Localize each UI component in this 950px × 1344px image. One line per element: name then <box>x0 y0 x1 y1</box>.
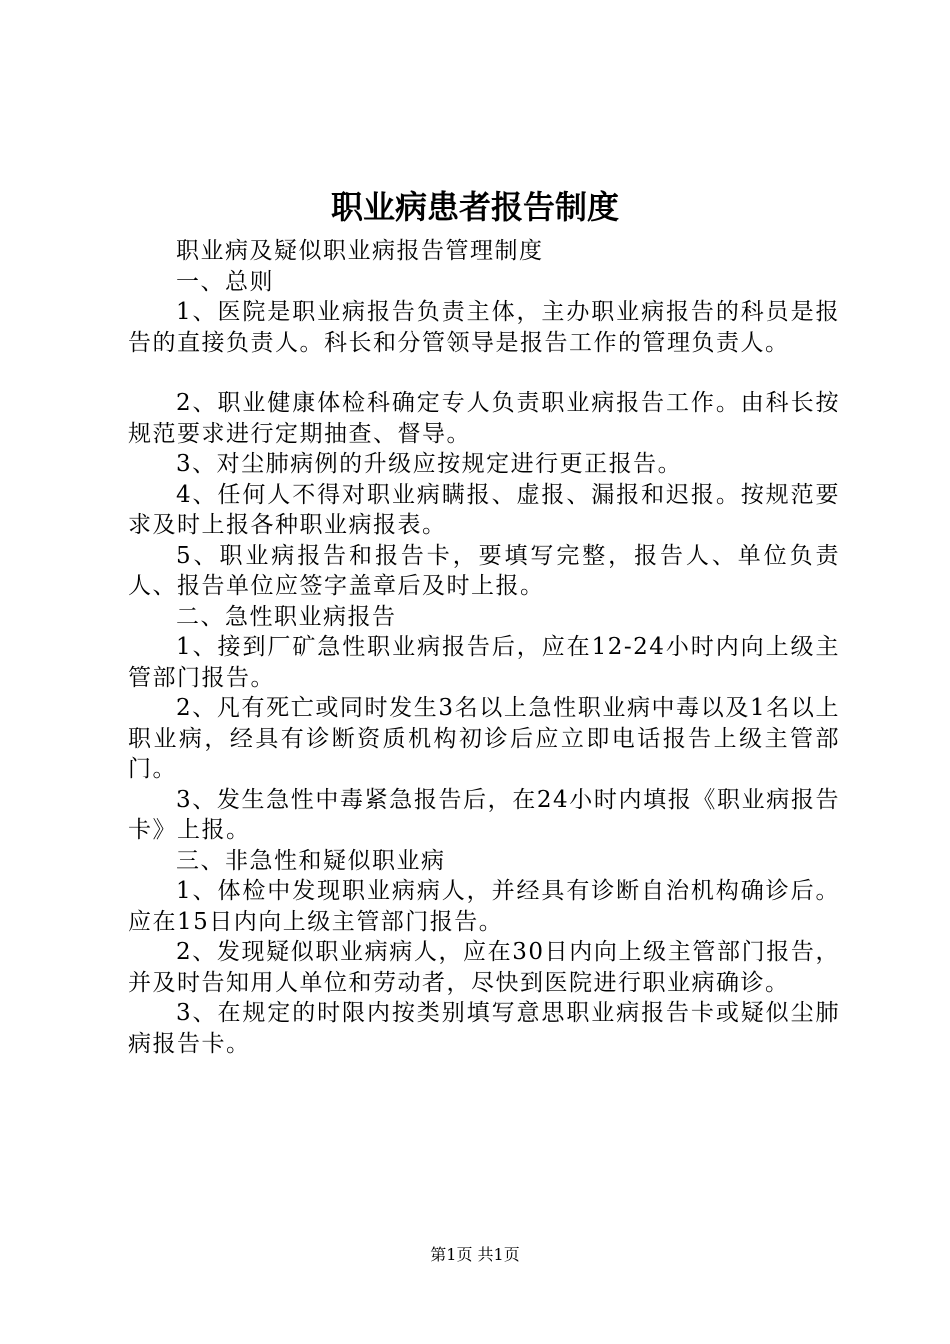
general-item-3: 3、对尘肺病例的升级应按规定进行更正报告。 <box>176 451 683 477</box>
acute-item-2: 2、凡有死亡或同时发生3名以上急性职业病中毒以及1名以上职业病，经具有诊断资质机构初诊后应立即电话报告上级主管部门。 <box>128 695 840 782</box>
non-acute-item-2: 2、发现疑似职业病病人，应在30日内向上级主管部门报告，并及时告知用人单位和劳动者，尽快到医院进行职业病确诊。 <box>128 939 840 996</box>
non-acute-item-1: 1、体检中发现职业病病人，并经具有诊断自治机构确诊后。应在15日内向上级主管部门报告。 <box>128 878 840 935</box>
acute-item-3: 3、发生急性中毒紧急报告后，在24小时内填报《职业病报告卡》上报。 <box>128 786 840 843</box>
section-heading-general: 一、总则 <box>176 268 274 295</box>
page-footer: 第1页 共1页 <box>430 1245 520 1264</box>
section-heading-acute: 二、急性职业病报告 <box>176 603 397 630</box>
general-item-4: 4、任何人不得对职业病瞒报、虚报、漏报和迟报。按规范要求及时上报各种职业病报表。 <box>128 481 840 538</box>
general-item-5: 5、职业病报告和报告卡，要填写完整，报告人、单位负责人、报告单位应签字盖章后及时上报。 <box>128 542 840 599</box>
general-item-1: 1、医院是职业病报告负责主体，主办职业病报告的科员是报告的直接负责人。科长和分管领导是报告工作的管理负责人。 <box>128 299 840 356</box>
document-title: 职业病患者报告制度 <box>330 188 619 226</box>
acute-item-1: 1、接到厂矿急性职业病报告后，应在12-24小时内向上级主管部门报告。 <box>128 634 840 691</box>
document-body <box>128 236 840 1059</box>
section-heading-non-acute: 三、非急性和疑似职业病 <box>176 847 446 874</box>
subtitle-paragraph: 职业病及疑似职业病报告管理制度 <box>176 238 544 264</box>
general-item-2: 2、职业健康体检科确定专人负责职业病报告工作。由科长按规范要求进行定期抽查、督导。 <box>128 390 840 447</box>
non-acute-item-3: 3、在规定的时限内按类别填写意思职业病报告卡或疑似尘肺病报告卡。 <box>128 1000 840 1057</box>
